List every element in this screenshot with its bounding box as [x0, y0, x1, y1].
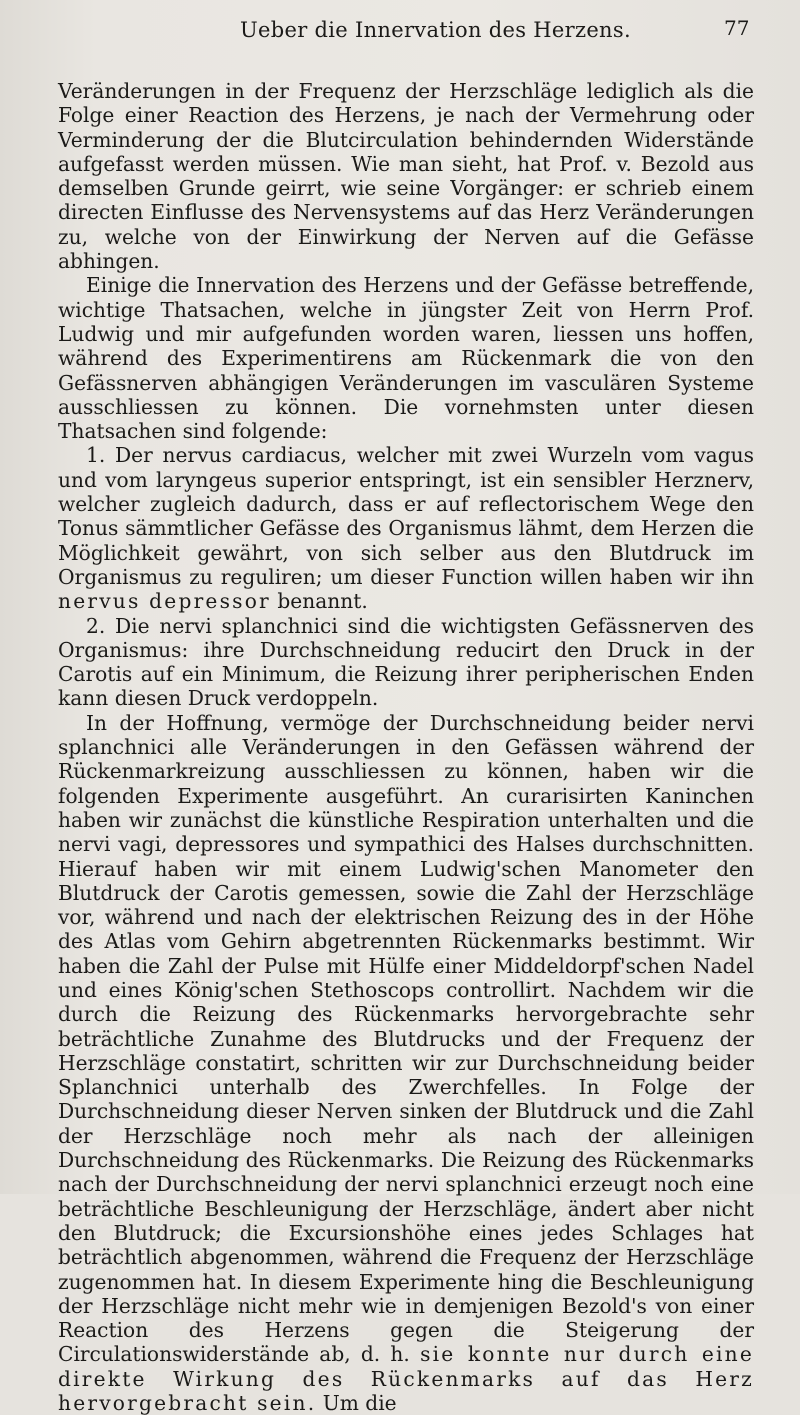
page-number: 77: [724, 16, 750, 40]
paragraph: [58, 443, 754, 613]
paragraph: 2. Die nervi splanchnici sind die wichtigsten Gefässnerven des Organismus: ihre Durchschneidung reducirt den Druck in der Carotis auf ein Minimum, die Reizung ihrer peripherischen Enden kann diesen Druck verdoppeln.: [58, 613, 754, 711]
paragraph-text: 1. Der nervus cardiacus, welcher mit zwei Wurzeln vom vagus und vom laryngeus superior entspringt, ist ein sensibler Herznerv, welcher zugleich dadurch, dass er auf reflectorischem Wege den Tonus sämmtlicher Gefässe des Organismus lähmt, dem Herzen die Möglichkeit gewährt, von sich selber aus den Blutdruck im Organismus zu reguliren; um dieser Function willen haben wir ihn: [58, 443, 754, 589]
paragraph: Einige die Innervation des Herzens und der Gefässe betreffende, wichtige Thatsachen, welche in jüngster Zeit von Herrn Prof. Ludwig und mir aufgefunden worden waren, liessen uns hoffen, während des Experimentirens am Rückenmark die von den Gefässnerven abhängigen Veränderungen im vasculären Systeme ausschliessen zu können. Die vornehmsten unter diesen Thatsachen sind folgende:: [58, 273, 754, 444]
paragraph: Veränderungen in der Frequenz der Herzschläge lediglich als die Folge einer Reaction des Herzens, je nach der Vermehrung oder Verminderung der die Blutcirculation behindernden Widerstände aufgefasst werden müssen. Wie man sieht, hat Prof. v. Bezold aus demselben Grunde geirrt, wie seine Vorgänger: er schrieb einem directen Einflusse des Nervensystems auf das Herz Veränderungen zu, welche von der Einwirkung der Nerven auf die Gefässe abhingen.: [58, 79, 754, 274]
paragraph-text: In der Hoffnung, vermöge der Durchschneidung beider nervi splanchnici alle Veränderungen in den Gefässen während der Rückenmarkreizung ausschliessen zu können, haben wir die folgenden Experimente ausgeführt. An curarisirten Kaninchen haben wir zunächst die künstliche Respiration unterhalten und die nervi vagi, depressores und sympathici des Halses durchschnitten. Hierauf haben wir mit einem Ludwig'schen Manometer den Blutdruck der Carotis gemessen, sowie die Zahl der Herzschläge vor, während und nach der elektrischen Reizung des in der Höhe des Atlas vom Gehirn abgetrennten Rückenmarks bestimmt. Wir haben die Zahl der Pulse mit Hülfe einer Middeldorpf'schen Nadel und eines König'schen Stethoscops controllirt. Nachdem wir die durch die Reizung des Rückenmarks hervorgebrachte sehr beträchtliche Zunahme des Blutdrucks und der Frequenz der Herzschläge constatirt, schritten wir zur Durchschneidung beider Splanchnici unterhalb des Zwerchfelles. In Folge der Durchschneidung dieser Nerven sinken der Blutdruck und die Zahl der Herzschläge noch mehr als nach der alleinigen Durchschneidung des Rückenmarks. Die Reizung des Rückenmarks nach der Durchschneidung der nervi splanchnici erzeugt noch eine beträchtliche Beschleunigung der Herzschläge, ändert aber nicht den Blutdruck; die Excursionshöhe eines jedes Schlages hat beträchtlich abgenommen, während die Frequenz der Herzschläge zugenommen hat. In diesem Experimente hing die Beschleunigung der Herzschläge nicht mehr wie in demjenigen Bezold's von einer Reaction des Herzens gegen die Steigerung der Circulationswiderstände ab, d. h.: [58, 710, 754, 1367]
paragraph-text: Um die: [322, 1391, 397, 1415]
emphasized-term: nervus depressor: [58, 589, 271, 614]
paragraph-text: benannt.: [277, 589, 368, 614]
emphasized-text: sie konnte nur durch eine direkte Wirkung des Rückenmarks auf das Herz hervorgebracht sein.: [58, 1342, 754, 1415]
paragraph: [58, 711, 754, 1415]
body-text: [58, 79, 754, 1415]
running-head: Ueber die Innervation des Herzens.: [240, 18, 631, 42]
